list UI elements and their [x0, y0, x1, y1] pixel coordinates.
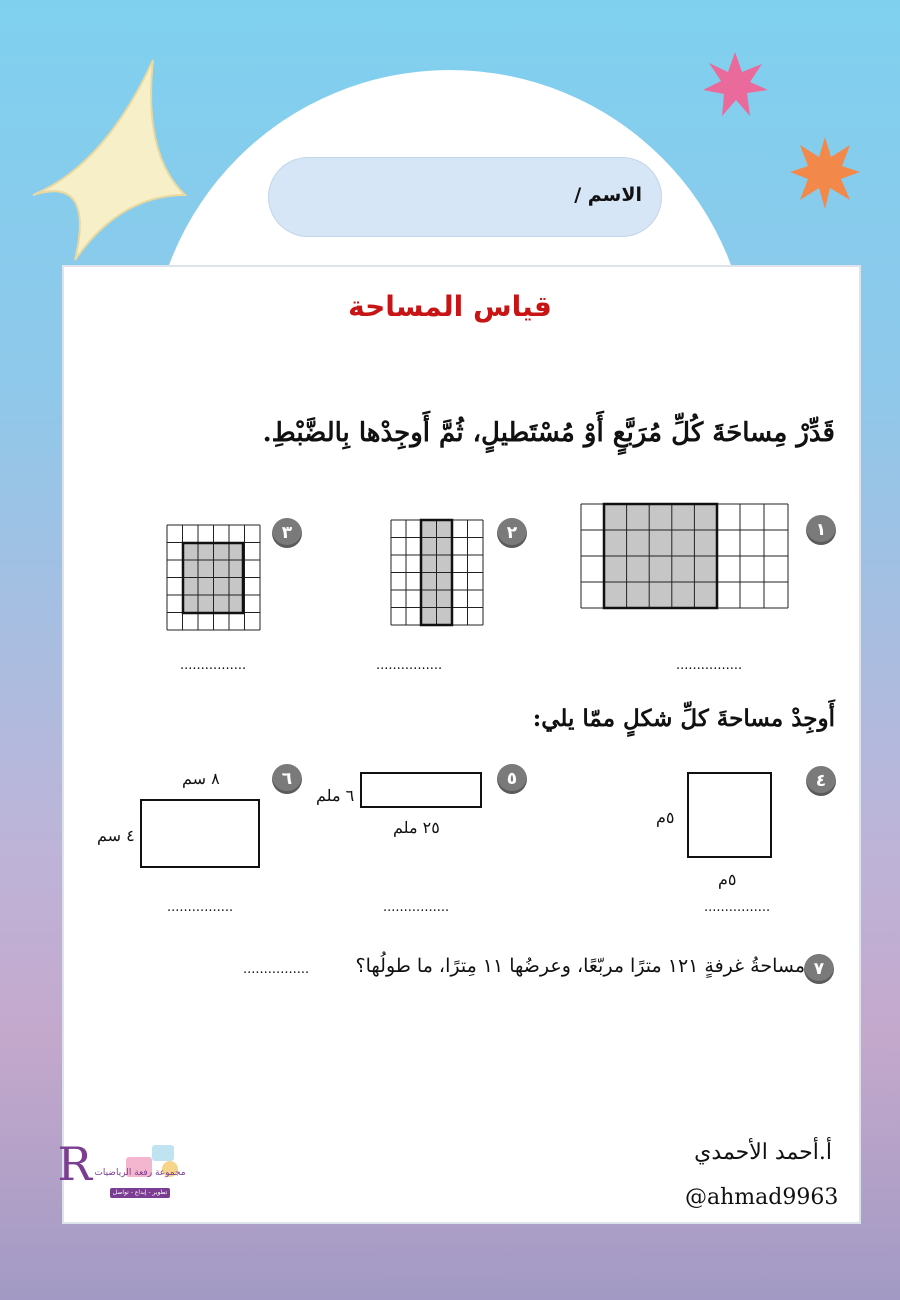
grid-item-1 [580, 502, 790, 610]
pink-star-decoration [700, 50, 770, 120]
item-6-badge: ٦ [272, 764, 302, 794]
question-7-text: مساحةُ غرفةٍ ١٢١ مترًا مربّعًا، وعرضُها ١١ مِترًا، ما طولُها؟ [355, 955, 805, 977]
answer-line-5[interactable]: ................ [383, 900, 450, 915]
instruction-find-area: أَوجِدْ مساحةَ كلِّ شكلٍ ممّا يلي: [532, 705, 835, 732]
square-side-label: ٥م [656, 808, 675, 827]
item-3-badge: ٣ [272, 518, 302, 548]
grid-item-2 [390, 518, 484, 628]
rectangle-5-length-label: ٢٥ ملم [393, 818, 440, 837]
rectangle-shape-6 [140, 799, 260, 868]
item-4-badge: ٤ [806, 766, 836, 796]
logo-subtext: تطوير - إبداع - تواصل [110, 1188, 170, 1198]
logo-text: مجموعة رفعة الرياضيات [94, 1168, 186, 1178]
item-5-badge: ٥ [497, 764, 527, 794]
answer-line-7[interactable]: ................ [243, 962, 310, 977]
grid-item-3 [166, 524, 262, 632]
item-1-badge: ١ [806, 515, 836, 545]
answer-line-3[interactable]: ................ [180, 658, 247, 673]
item-7-badge: ٧ [804, 954, 834, 984]
author-name: أ.أحمد الأحمدي [694, 1140, 832, 1165]
answer-line-6[interactable]: ................ [167, 900, 234, 915]
svg-text:R: R [57, 1137, 92, 1191]
answer-line-4[interactable]: ................ [704, 900, 771, 915]
author-handle: @ahmad9963 [685, 1185, 839, 1210]
instruction-estimate: قَدِّرْ مِساحَةَ كُلِّ مُرَبَّعٍ أَوْ مُسْتَطيلٍ، ثُمَّ أَوجِدْها بِالضَّبْطِ. [262, 418, 835, 448]
square-shape-4 [687, 772, 772, 858]
rectangle-6-width-label: ٨ سم [182, 769, 220, 788]
square-bottom-label: ٥م [718, 870, 737, 889]
item-2-badge: ٢ [497, 518, 527, 548]
worksheet-card [62, 265, 861, 1224]
rectangle-5-width-label: ٦ ملم [316, 786, 355, 805]
rectangle-shape-5 [360, 772, 482, 808]
answer-line-2[interactable]: ................ [376, 658, 443, 673]
name-label: الاسم / [574, 184, 642, 206]
cream-star-decoration [25, 55, 195, 265]
rectangle-6-height-label: ٤ سم [97, 826, 135, 845]
orange-star-decoration [790, 135, 860, 210]
answer-line-1[interactable]: ................ [676, 658, 743, 673]
page-title: قياس المساحة [348, 290, 552, 323]
